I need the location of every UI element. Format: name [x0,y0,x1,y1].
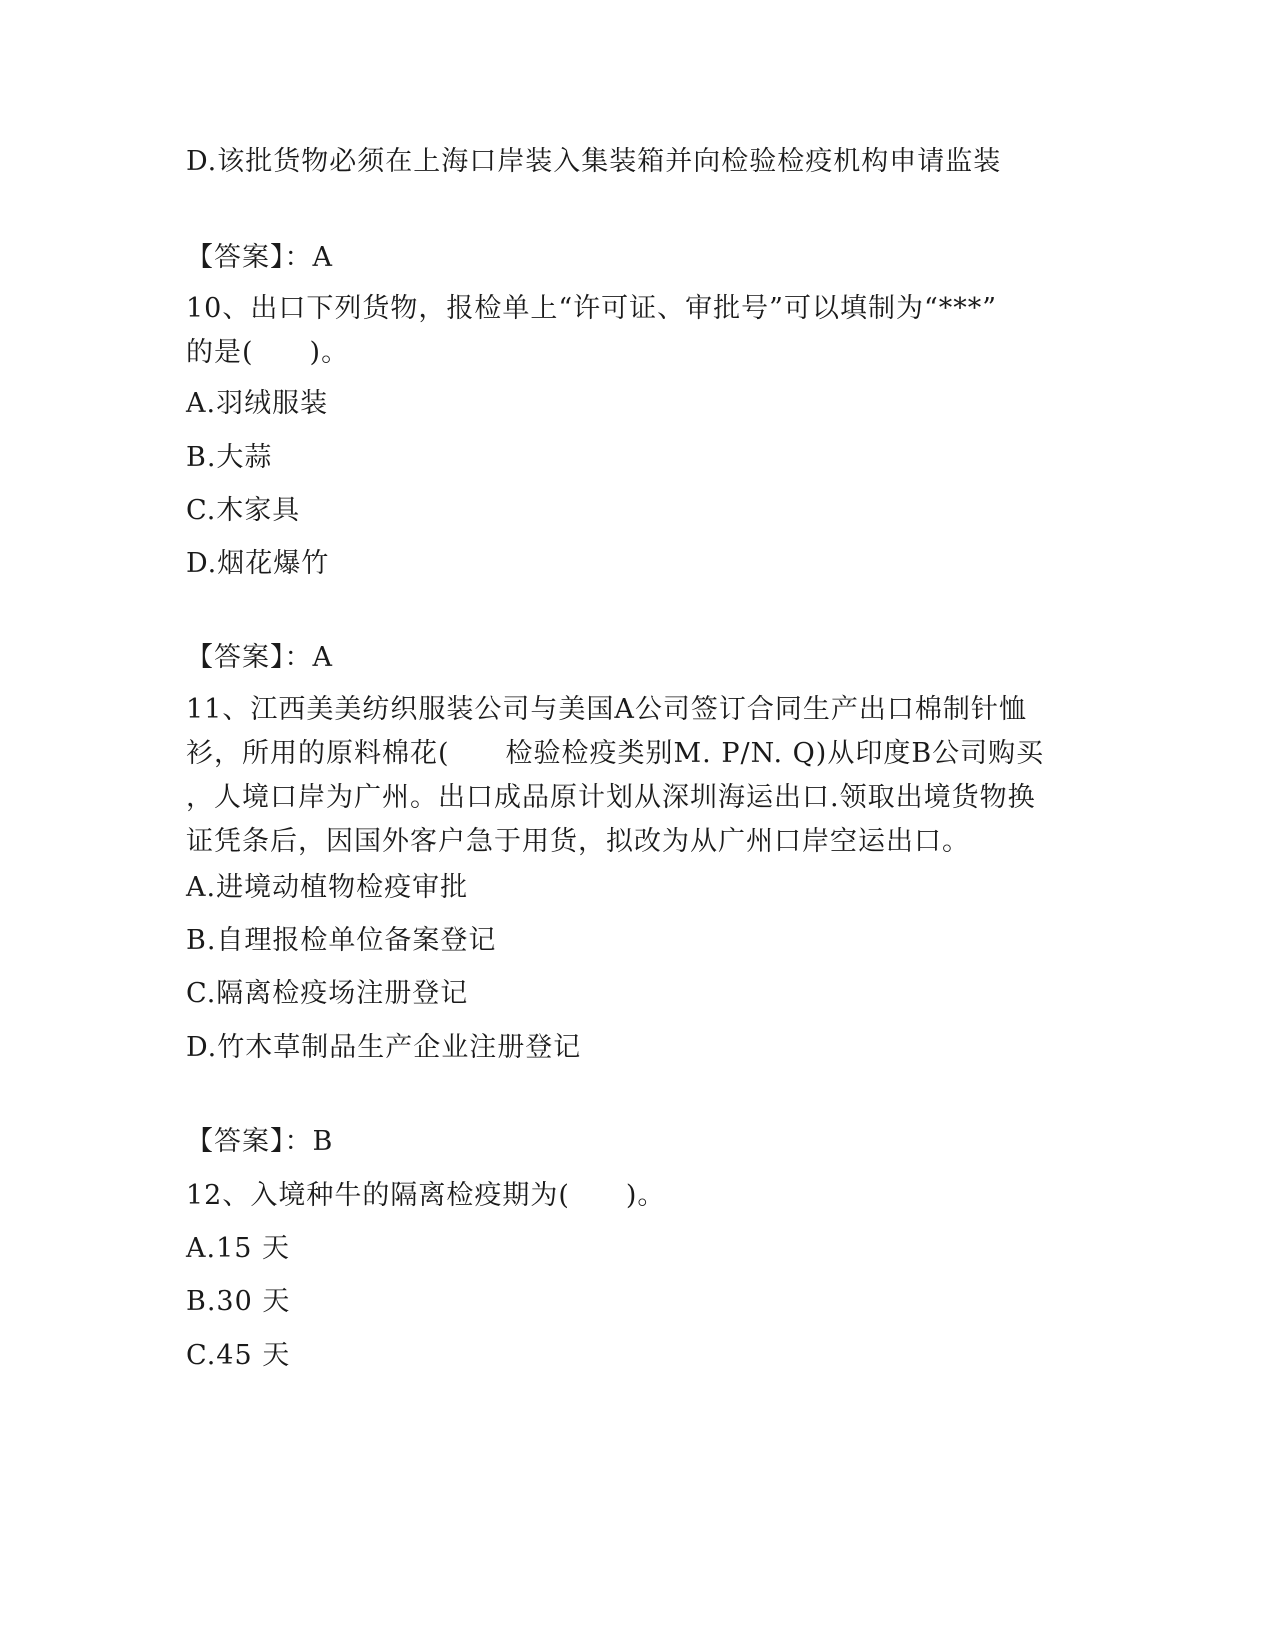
q10-option-c: C.木家具 [186,495,301,526]
q9-answer: 【答案】：A [186,242,333,273]
q10-answer: 【答案】：A [186,642,333,673]
q12-question: 12、入境种牛的隔离检疫期为( )。 [186,1180,666,1211]
q12-option-a: A.15 天 [186,1233,291,1264]
q11-question-line: 证凭条后，因国外客户急于用货，拟改为从广州口岸空运出口。 [186,826,970,857]
q11-answer: 【答案】：B [186,1126,334,1157]
q11-option-b: B.自理报检单位备案登记 [186,925,497,956]
q10-option-b: B.大蒜 [186,442,273,473]
q11-question [186,688,1066,864]
q12-option-c: C.45 天 [186,1340,291,1371]
q11-question-line: ，人境口岸为广州。出口成品原计划从深圳海运出口.领取出境货物换 [186,782,1036,813]
q11-question-line: 11、江西美美纺织服装公司与美国A公司签订合同生产出口棉制针恤 [186,694,1027,725]
q9-option-d: D.该批货物必须在上海口岸装入集装箱并向检验检疫机构申请监装 [186,146,1002,177]
q11-question-line: 衫，所用的原料棉花( 检验检疫类别M. P/N. Q)从印度B公司购买 [186,738,1045,769]
q10-question-line: 10、出口下列货物，报检单上“许可证、审批号”可以填制为“***” [186,293,998,324]
q12-option-b: B.30 天 [186,1286,291,1317]
q11-option-d: D.竹木草制品生产企业注册登记 [186,1032,582,1063]
q11-option-a: A.进境动植物检疫审批 [186,872,469,903]
q10-option-d: D.烟花爆竹 [186,548,330,579]
q10-option-a: A.羽绒服装 [186,388,329,419]
q10-question [186,287,1066,375]
q11-option-c: C.隔离检疫场注册登记 [186,978,469,1009]
q10-question-line: 的是( )。 [186,337,350,368]
